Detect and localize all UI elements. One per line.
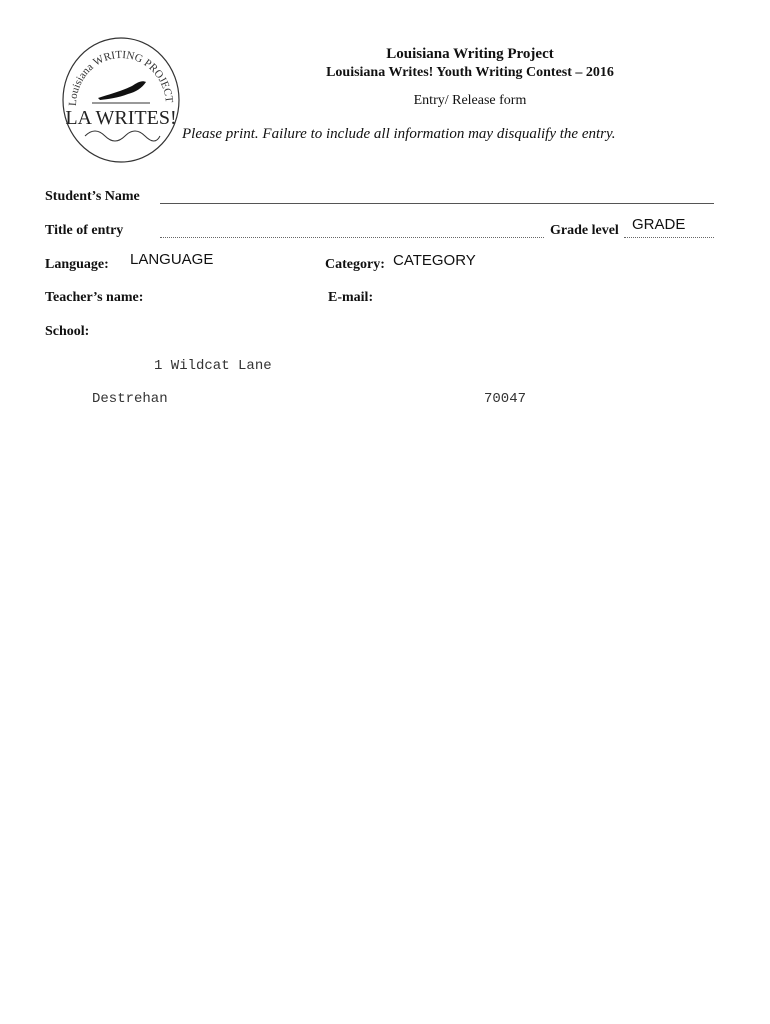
teacher-name-label: Teacher’s name: (45, 290, 144, 305)
title-of-entry-label: Title of entry (45, 223, 124, 238)
pelican-icon (98, 81, 146, 100)
logo-main-text: LA WRITES! (65, 107, 177, 129)
grade-level-value[interactable]: GRADE (632, 216, 686, 233)
page-subtitle: Louisiana Writes! Youth Writing Contest – 2016 (326, 65, 614, 80)
logo-arc-text: Louisiana WRITING PROJECT (66, 48, 175, 107)
grade-level-label: Grade level (550, 223, 619, 238)
school-label: School: (45, 324, 90, 339)
email-label: E-mail: (328, 290, 374, 305)
instructions: Please print. Failure to include all information may disqualify the entry. (182, 126, 616, 142)
form-name: Entry/ Release form (413, 93, 527, 108)
page-title: Louisiana Writing Project (386, 46, 554, 62)
language-label: Language: (45, 257, 109, 272)
category-label: Category: (325, 257, 385, 272)
zip-value[interactable]: 70047 (484, 391, 527, 407)
grade-level-field[interactable] (624, 237, 714, 238)
svg-text:Louisiana WRITING PROJECT (67, 49, 175, 106)
category-value[interactable]: CATEGORY (393, 252, 476, 269)
student-name-label: Student’s Name (45, 189, 140, 204)
address-value[interactable]: 1 Wildcat Lane (154, 358, 272, 374)
city-value[interactable]: Destrehan (92, 391, 168, 407)
title-of-entry-field[interactable] (160, 237, 544, 238)
logo (60, 36, 182, 164)
student-name-field[interactable] (160, 203, 714, 204)
language-value[interactable]: LANGUAGE (130, 251, 214, 268)
